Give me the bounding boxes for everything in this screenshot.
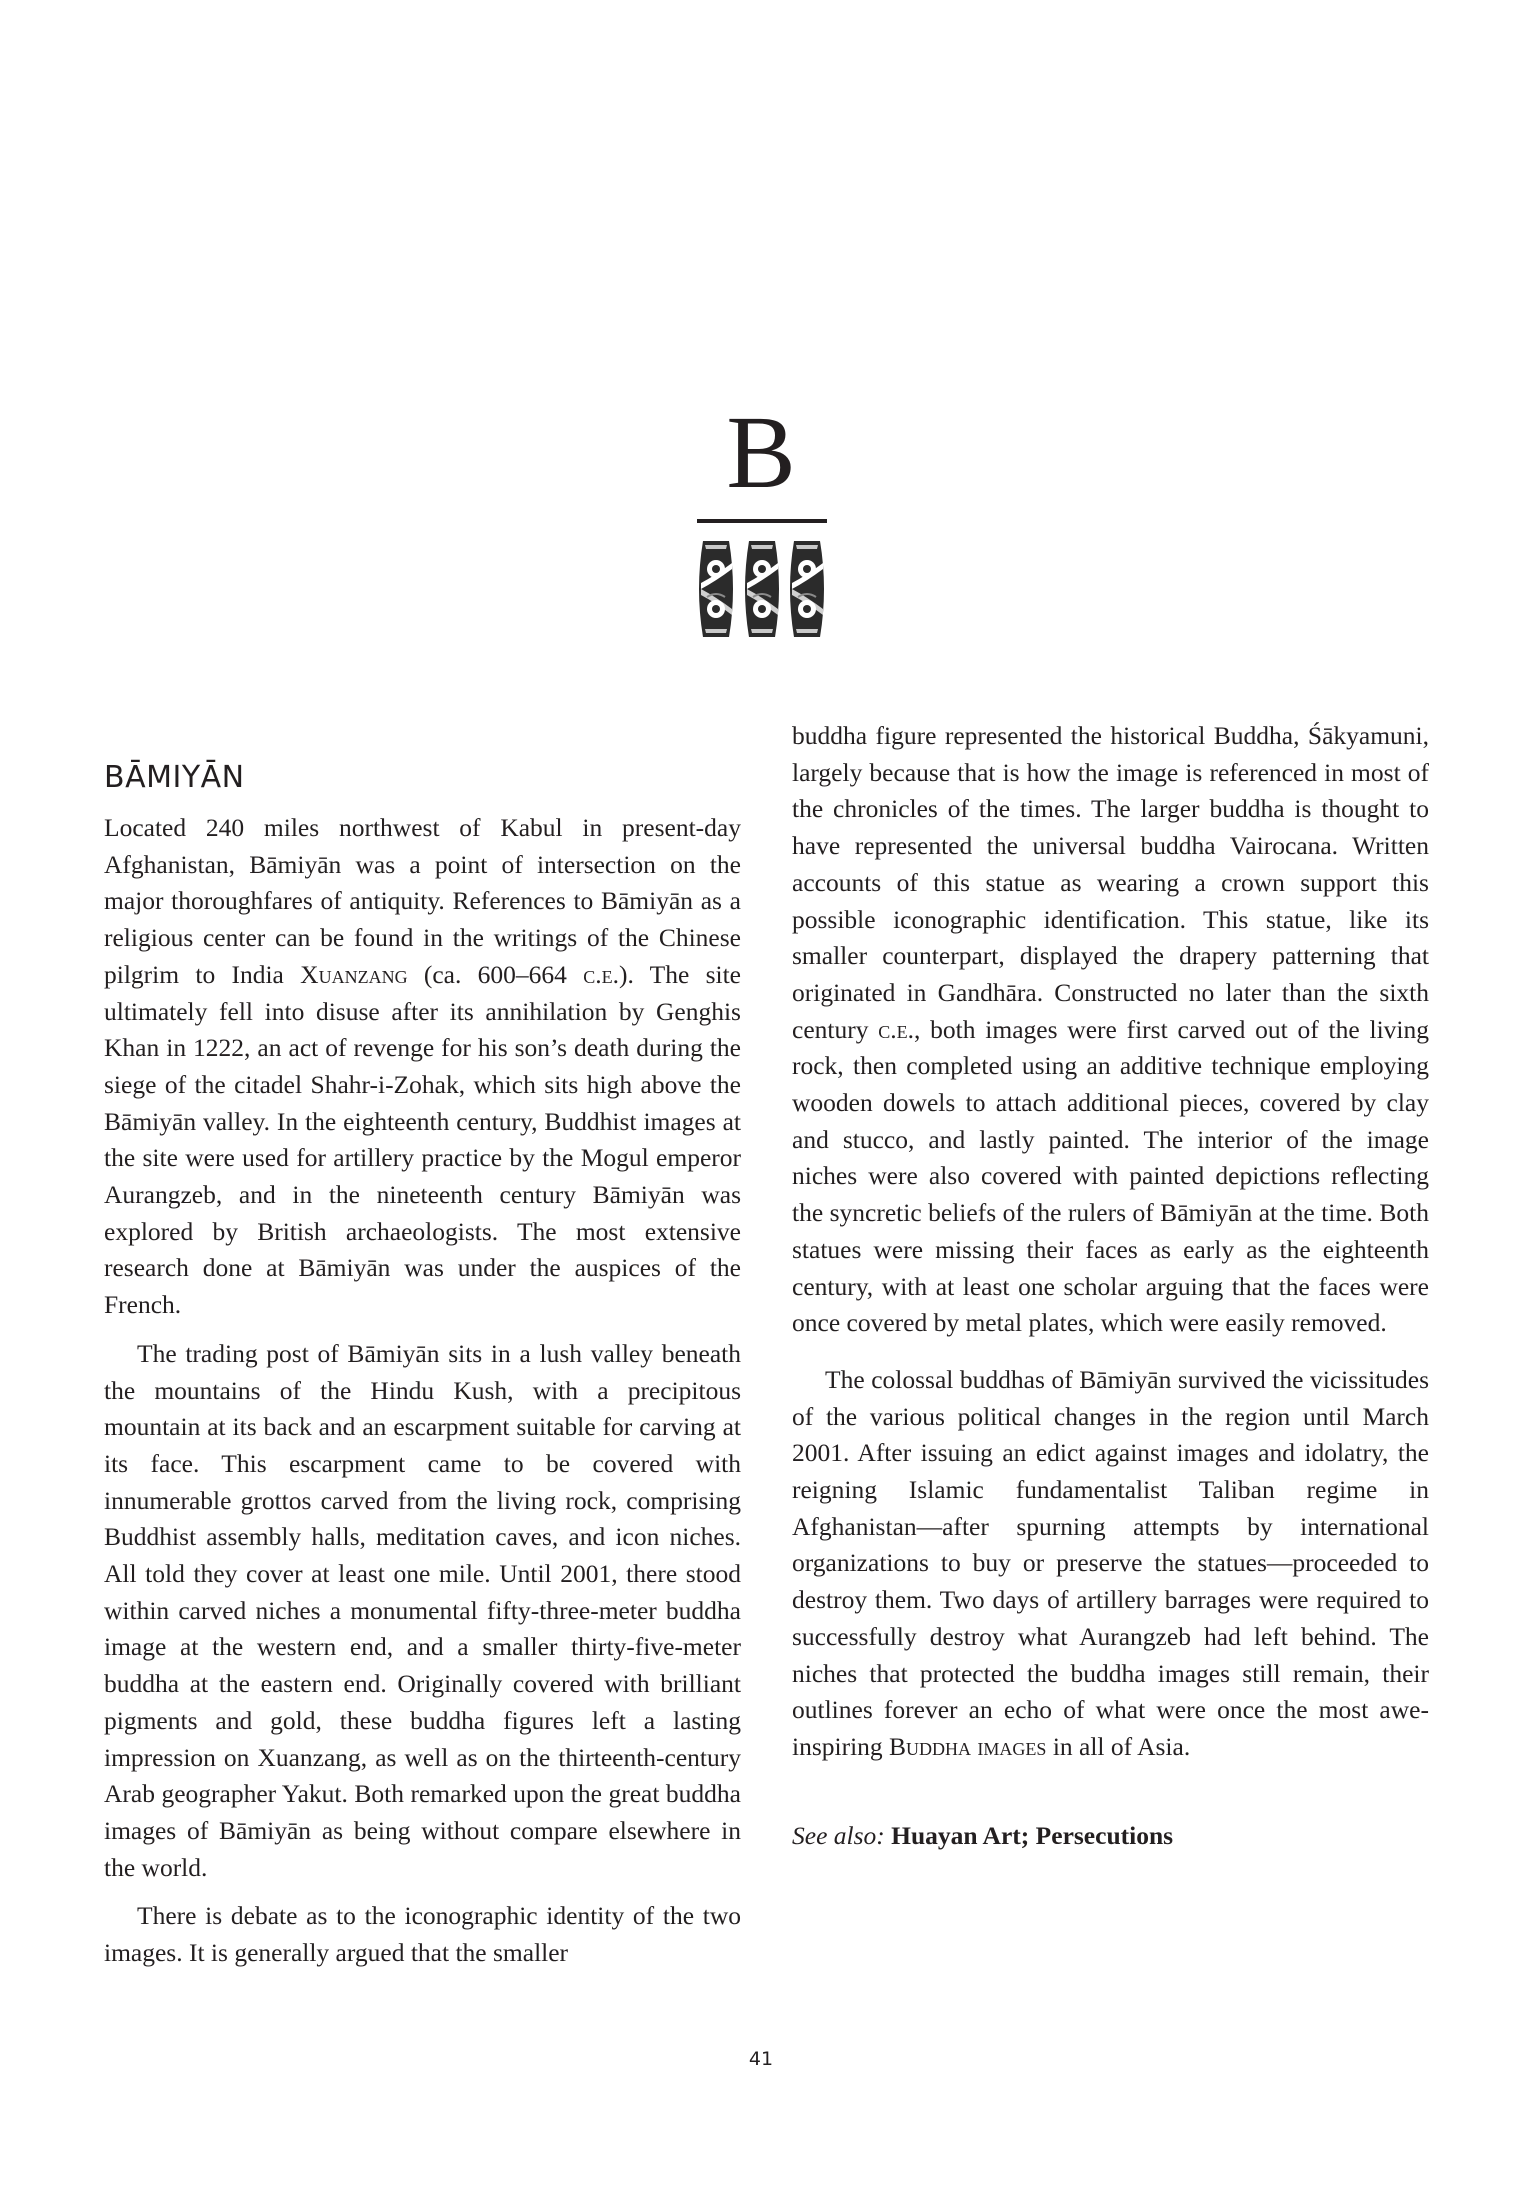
paragraph: buddha figure represented the historical Buddha, Śākyamuni, largely because that is how the image is referenced in most of the chronicles of the times. The larger buddha is thought to have represented the universal buddha Vairocana. Written accounts of this statue as wearing a crown support this possible iconographic identification. This statue, like its smaller counterpart, displayed the drapery patterning that originated in Gandhāra. Constructed no later than the sixth century c.e., both images were first carved out of the living rock, then completed using an additive technique employing wooden dowels to attach additional pieces, covered by clay and stucco, and lastly painted. The interior of the image niches were also covered with painted depictions reflecting the syncretic beliefs of the rulers of Bāmiyān at the time. Both statues were missing their faces as early as the eighteenth century, with at least one scholar arguing that the faces were once covered by metal plates, which were easily removed. bbox=[792, 721, 1429, 1338]
see-also-separator: ; bbox=[1020, 1820, 1036, 1850]
entry-title: BĀMIYĀN bbox=[104, 759, 245, 795]
see-also-label: See also: bbox=[792, 1820, 885, 1850]
era-abbreviation: c.e. bbox=[878, 1014, 915, 1044]
paragraph: The colossal buddhas of Bāmiyān survived the vicissitudes of the various political changes in the region until March 2001. After issuing an edict against images and idolatry, the reigning Islamic fundamentalist Taliban regime in Afghanistan—after spurning attempts by international organizations to buy or preserve the statues—proceeded to destroy them. Two days of artillery barrages were required to successfully destroy what Aurangzeb had left behind. The niches that protected the buddha images still remain, their outlines forever an echo of what were once the most aweinspiring Buddha images in all of Asia. bbox=[792, 1364, 1429, 1761]
see-also-link[interactable]: Huayan Art bbox=[891, 1820, 1021, 1850]
page-number: 41 bbox=[748, 2048, 774, 2070]
paragraph: There is debate as to the iconographic identity of the two images. It is generally argued that the smaller bbox=[104, 1901, 741, 1968]
paragraph: The trading post of Bāmiyān sits in a lush valley beneath the mountains of the Hindu Kush, with a precipitous mountain at its back and an escarpment suitable for carving at its face. This escarpment came to be covered with innumerable grottos carved from the living rock, comprising Buddhist assembly halls, meditation caves, and icon niches. All told they cover at least one mile. Until 2001, there stood within carved niches a monumental fifty-three-meter buddha image at the western end, and a smaller thirty-five-meter buddha at the eastern end. Originally covered with brilliant pigments and gold, these buddha figures left a lasting impression on Xuanzang, as well as on the thirteenth-century Arab geographer Yakut. Both remarked upon the great buddha images of Bāmiyān as being without compare elsewhere in the world. bbox=[104, 1338, 741, 1882]
dzi-beads-ornament bbox=[695, 539, 830, 639]
see-also bbox=[792, 1818, 1429, 1855]
cross-reference-link[interactable]: Buddha images bbox=[889, 1731, 1047, 1761]
dzi-bead-icon bbox=[745, 541, 779, 637]
era-abbreviation: c.e. bbox=[583, 959, 619, 989]
paragraph: Located 240 miles northwest of Kabul in present-day Afghanistan, Bāmiyān was a point of intersection on the major thoroughfares of antiquity. References to Bāmiyān as a religious center can be found in the writings of the Chinese pilgrim to India Xuanzang (ca. 600–664 c.e.). The site ultimately fell into disuse after its annihilation by Genghis Khan in 1222, an act of revenge for his son’s death during the siege of the citadel Shahr-i-Zohak, which sits high above the Bāmiyān valley. In the eighteenth century, Buddhist images at the site were used for artillery practice by the Mogul emperor Aurangzeb, and in the nineteenth century Bāmiyān was explored by British archaeologists. The most extensive research done at Bāmiyān was under the auspices of the French. bbox=[104, 813, 741, 1320]
section-letter: B bbox=[726, 395, 796, 510]
section-divider-rule bbox=[697, 519, 827, 523]
dzi-bead-icon bbox=[699, 541, 733, 637]
right-column bbox=[792, 718, 1429, 1854]
left-column bbox=[104, 810, 741, 1972]
see-also-link[interactable]: Persecutions bbox=[1035, 1820, 1174, 1850]
cross-reference-link[interactable]: Xuanzang bbox=[300, 959, 408, 989]
dzi-bead-icon bbox=[790, 541, 824, 637]
